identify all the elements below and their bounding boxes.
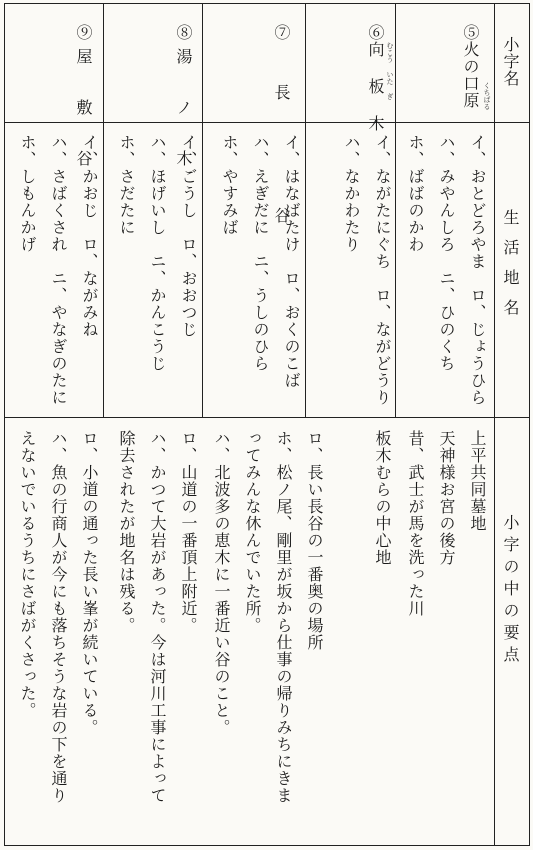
key-row-7-line-4: ハ、北波多の恵木に一番近い谷のこと。 xyxy=(212,430,231,736)
row-divider-6-7 xyxy=(305,4,306,417)
life-row-8-line-1: イ、ごうし ロ、おおつじ xyxy=(179,134,198,338)
name-row-9: ⑨屋 敷 谷 xyxy=(74,24,93,174)
life-row-9-line-3: ホ、しもんかげ xyxy=(18,134,37,253)
row-divider-8-9 xyxy=(103,4,104,417)
place-name-table xyxy=(4,3,530,846)
key-row-7-line-1: ロ、長い長谷の一番奥の場所 xyxy=(305,430,324,651)
life-row-7-line-3: ホ、やすみば xyxy=(220,134,239,236)
ruby-row-5: くちばる xyxy=(483,82,491,110)
header-life-col: 生活地名 xyxy=(501,209,520,329)
life-row-8-line-2: ハ、ほげいし ニ、かんこうじ xyxy=(148,134,167,372)
key-row-9-line-1: ロ、小道の通った長い峯が続いている。 xyxy=(80,430,99,736)
life-row-7-line-2: ハ、えぎだに ニ、うしのひら xyxy=(251,134,270,372)
key-row-8-line-2: ハ、かつて大岩があった。今は河川工事によって xyxy=(148,430,167,804)
key-row-9-line-2: ハ、魚の行商人が今にも落ちそうな岩の下を通り xyxy=(49,430,68,804)
life-row-6-line-1: イ、ながたにぐち ロ、ながどうり xyxy=(373,134,392,406)
key-row-9-line-3: えないでいるうちにさばがくさった。 xyxy=(18,430,37,719)
header-key-col: 小字の中の要点 xyxy=(501,514,520,668)
name-row-6: ⑥向 板 木 xyxy=(366,24,385,132)
key-row-7-line-2: ホ、松ノ尾、剛里が坂から仕事の帰りみちにきま xyxy=(274,430,293,804)
life-row-8-line-3: ホ、さだたに xyxy=(117,134,136,236)
life-key-divider xyxy=(5,417,529,418)
name-row-7: ⑦長 谷 xyxy=(272,24,291,267)
row-divider-5-6 xyxy=(395,4,396,417)
header-column-divider xyxy=(494,4,495,845)
life-row-6-line-2: ハ、なかわたり xyxy=(342,134,361,253)
life-row-5-line-3: ホ、ばばのかわ xyxy=(406,134,425,253)
name-row-8: ⑧湯 ノ 木 xyxy=(174,24,193,174)
life-row-5-line-1: イ、おとどろやま ロ、じょうひら xyxy=(468,134,487,406)
key-row-5-line-2: 天神様お宮の後方 xyxy=(437,430,456,566)
key-row-7-line-3: ってみんな休んでいた所。 xyxy=(243,430,262,634)
key-row-5-line-1: 上平共同墓地 xyxy=(468,430,487,532)
key-row-5-line-3: 昔、武士が馬を洗った川 xyxy=(406,430,425,617)
life-row-5-line-2: ハ、みやんしろ ニ、ひのくち xyxy=(437,134,456,372)
key-row-8-line-3: 除去されたが地名は残る。 xyxy=(117,430,136,634)
ruby-row-6: むこう いた ぎ xyxy=(386,42,394,100)
key-row-6-line-1: 板木むらの中心地 xyxy=(373,430,392,566)
life-row-7-line-1: イ、はなばたけ ロ、おくのこば xyxy=(282,134,301,389)
name-row-5: ⑤火の口原 xyxy=(461,24,480,109)
key-row-8-line-1: ロ、山道の一番頂上附近。 xyxy=(179,430,198,634)
life-row-9-line-2: ハ、さばくされ ニ、やなぎのたに xyxy=(49,134,68,406)
row-divider-7-8 xyxy=(202,4,203,417)
life-row-9-line-1: イ、かおじ ロ、ながみね xyxy=(80,134,99,338)
header-name-col: 小字名 xyxy=(501,36,520,87)
